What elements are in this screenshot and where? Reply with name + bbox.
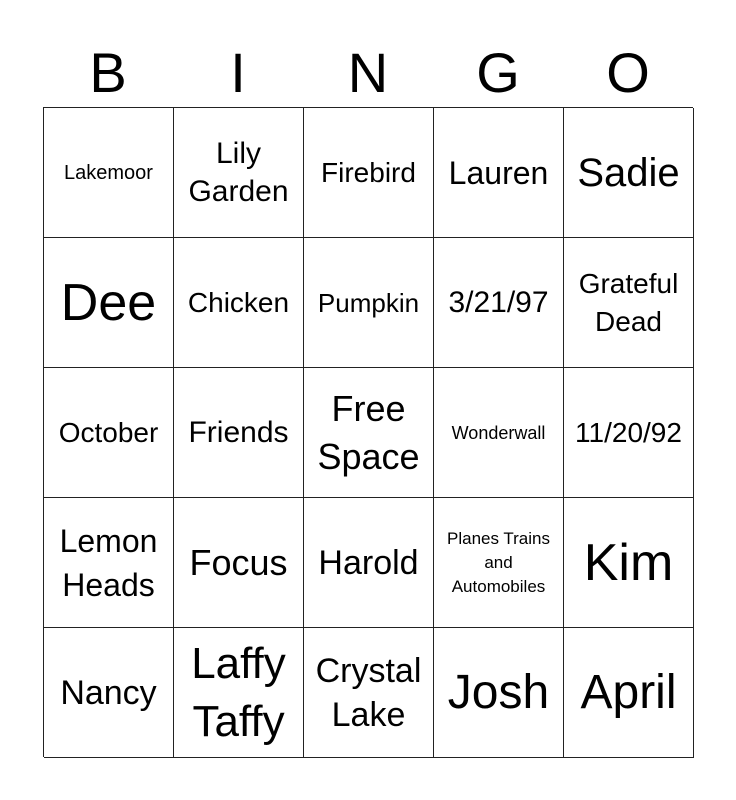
cell-text: Friends [188,415,289,449]
bingo-cell[interactable] [434,108,564,238]
header-letter-o: O [606,41,650,104]
cell-text: Lemon Heads [59,522,158,603]
bingo-cell[interactable] [564,628,694,758]
cell-text: Lakemoor [64,161,153,184]
bingo-cell[interactable] [304,108,434,238]
bingo-cell[interactable] [174,238,304,368]
bingo-cell[interactable] [304,368,434,498]
bingo-cell[interactable] [564,238,694,368]
bingo-cell[interactable] [564,368,694,498]
cell-text: Grateful Dead [578,267,679,337]
bingo-cell[interactable] [174,628,304,758]
bingo-cell[interactable] [304,238,434,368]
bingo-cell[interactable] [174,368,304,498]
cell-text: Laffy Taffy [191,638,286,746]
cell-text: Free Space [317,387,420,477]
cell-text: Wonderwall [451,422,546,443]
cell-text: 3/21/97 [448,285,549,319]
cell-text: 11/20/92 [575,416,682,448]
bingo-cell[interactable] [44,238,174,368]
bingo-header [43,38,693,108]
cell-text: Lauren [448,154,549,191]
bingo-cell[interactable] [174,108,304,238]
bingo-board [43,107,693,757]
bingo-cell[interactable] [564,498,694,628]
bingo-cell[interactable] [434,238,564,368]
bingo-cell[interactable] [434,498,564,628]
bingo-cell[interactable] [434,628,564,758]
bingo-cell[interactable] [44,628,174,758]
header-letter-g: G [476,41,520,104]
cell-text: Nancy [60,673,157,712]
bingo-cell[interactable] [564,108,694,238]
header-letter-b: B [89,41,127,104]
cell-text: April [580,665,677,719]
cell-text: Kim [583,533,674,592]
cell-text: Harold [318,543,419,582]
cell-text: Planes Trains and Automobiles [447,528,550,596]
cell-text: October [58,416,159,448]
bingo-cell[interactable] [304,628,434,758]
bingo-cell[interactable] [44,108,174,238]
cell-text: Lily Garden [188,136,289,208]
cell-text: Crystal Lake [315,651,422,734]
cell-text: Chicken [187,286,290,318]
bingo-cell[interactable] [44,498,174,628]
cell-text: Dee [60,273,157,332]
bingo-cell[interactable] [174,498,304,628]
cell-text: Sadie [577,150,680,195]
cell-text: Pumpkin [317,287,420,318]
bingo-cell[interactable] [304,498,434,628]
bingo-cell[interactable] [44,368,174,498]
header-letter-i: I [230,41,246,104]
bingo-cell[interactable] [434,368,564,498]
cell-text: Focus [189,541,288,583]
header-letter-n: N [347,41,389,104]
cell-text: Josh [447,665,550,719]
cell-text: Firebird [321,156,416,188]
